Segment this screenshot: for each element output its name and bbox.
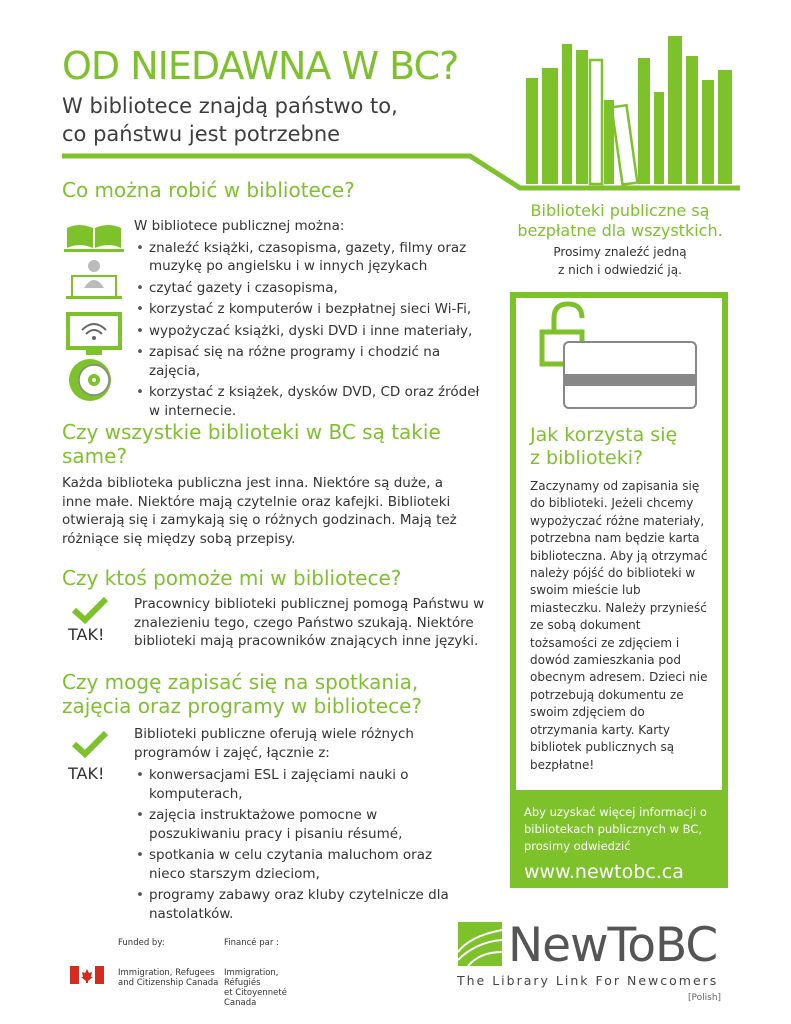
- section-heading-help: Czy ktoś pomoże mi w bibliotece?: [62, 566, 402, 590]
- section1-content: [134, 217, 494, 423]
- section-heading-programs: Czy mogę zapisać się na spotkania, zajęcia oraz programy w bibliotece?: [62, 670, 422, 718]
- library-card-icon: [516, 298, 722, 418]
- section4-intro: Biblioteki publiczne oferują wiele różnych programów i zajęć, łącznie z:: [134, 726, 414, 761]
- programs-list: [134, 766, 454, 923]
- list-item: • znaleźć książki, czasopisma, gazety, filmy oraz muzykę po angielsku i w innych językach: [134, 239, 494, 276]
- books-shelf-icon: [0, 0, 791, 200]
- list-item: • spotkania w celu czytania maluchom oraz nieco starszym dzieciom,: [134, 846, 454, 883]
- more-info-box: [510, 796, 728, 888]
- book-icon: [64, 225, 124, 252]
- more-info-text: Aby uzyskać więcej informacji o bibliotekach publicznych w BC, prosimy odwiedzić: [524, 805, 707, 853]
- checkmark-icon: [70, 730, 110, 758]
- section4-content: [134, 725, 454, 926]
- disc-icon: [69, 359, 111, 401]
- section1-intro: W bibliotece publicznej można:: [134, 218, 345, 234]
- computer-user-icon: [66, 260, 122, 299]
- wifi-monitor-icon: [68, 314, 120, 355]
- tak-label: TAK!: [68, 625, 105, 644]
- section-heading-activities: Co można robić w bibliotece?: [62, 178, 355, 202]
- language-label: [Polish]: [688, 993, 722, 1003]
- section3-text: Pracownicy biblioteki publicznej pomogą Państwu w znalezieniu tego, czego Państwo szukają. Niektóre biblioteki mają pracowników znających inne języki.: [134, 596, 485, 649]
- tak-label: TAK!: [68, 764, 105, 783]
- ircc-french: Immigration, Réfugiés et Citoyenneté Canada: [224, 968, 287, 1008]
- section2-text: Każda biblioteka publiczna jest inna. Niektóre są duże, a inne małe. Niektóre mają czytelnie oraz kafejki. Biblioteki otwierają się i zamykają się o różnych godzinach. Mają też różniące się między sobą przepisy.: [62, 475, 457, 547]
- page-subtitle: W bibliotece znajdą państwo to, co państwu jest potrzebne: [62, 94, 398, 146]
- list-item: • programy zabawy oraz kluby czytelnicze dla nastolatków.: [134, 886, 454, 923]
- list-item: • zajęcia instruktażowe pomocne w poszukiwaniu pracy i pisaniu résumé,: [134, 806, 454, 843]
- newtobc-logo-icon: [458, 922, 502, 966]
- canada-flag-icon: [70, 966, 104, 984]
- funding-block: Funded by: Financé par : Immigration, Refugees and Citizenship Canada Immigration, Réfugiés et Citoyenneté Canada: [70, 936, 310, 986]
- website-link[interactable]: www.newtobc.ca: [524, 861, 684, 883]
- list-item: • konwersacjami ESL i zajęciami nauki o komputerach,: [134, 766, 454, 803]
- newtobc-logo: NewToBC: [508, 918, 718, 973]
- list-item: • korzystać z książek, dysków DVD, CD oraz źródeł w internecie.: [134, 383, 494, 420]
- activity-icons: [64, 216, 124, 406]
- list-item: • czytać gazety i czasopisma,: [134, 279, 494, 298]
- ircc-english: Immigration, Refugees and Citizenship Canada: [118, 968, 219, 988]
- how-text: Zaczynamy od zapisania się do biblioteki. Jeżeli chcemy wypożyczać różne materiały, potrzebna nam będzie karta biblioteczna. Aby ją otrzymać należy pójść do biblioteki w swoim mieście lub miasteczku. Należy przynieść ze sobą dokument tożsamości ze zdjęciem i dowód zamieszkania pod obecnym adresem. Dzieci nie potrzebują dokumentu ze swoim zdjęciem do otrzymania karty. Karty bibliotek publicznych są bezpłatne!: [530, 479, 708, 772]
- list-item: • zapisać się na różne programy i chodzić na zajęcia,: [134, 343, 494, 380]
- how-to-box: [510, 292, 728, 796]
- list-item: • wypożyczać książki, dyski DVD i inne materiały,: [134, 322, 494, 341]
- list-item: • korzystać z komputerów i bezpłatnej sieci Wi-Fi,: [134, 300, 494, 319]
- how-heading: Jak korzysta się z biblioteki?: [530, 424, 678, 469]
- section-heading-same: Czy wszystkie biblioteki w BC są takie same?: [62, 420, 441, 468]
- checkmark-icon: [70, 596, 110, 624]
- activities-list: [134, 239, 494, 421]
- tagline: The Library Link For Newcomers: [457, 973, 719, 988]
- page-title: OD NIEDAWNA W BC?: [62, 44, 459, 88]
- free-notice: Biblioteki publiczne są bezpłatne dla wszystkich. Prosimy znaleźć jedną z nich i odwiedzić ją.: [517, 201, 723, 277]
